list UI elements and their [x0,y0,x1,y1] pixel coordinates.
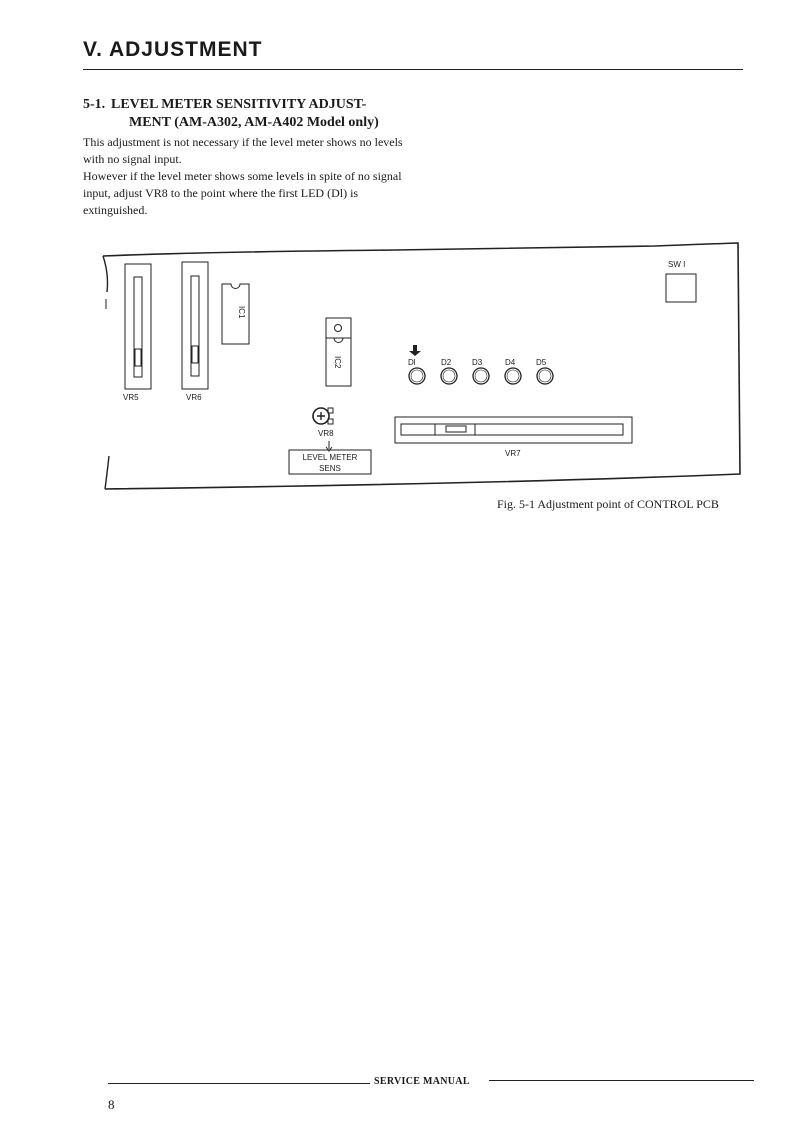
sw1-switch [666,274,696,302]
led-d5 [537,368,553,384]
vr8-label: VR8 [318,429,334,438]
led-d3 [473,368,489,384]
vr5-slider [125,264,151,389]
led-label-d3: D3 [472,358,483,367]
led-row [408,358,553,384]
vr6-label: VR6 [186,393,202,402]
figure-caption: Fig. 5-1 Adjustment point of CONTROL PCB [497,497,719,511]
led-label-d1: Dl [408,358,416,367]
section-heading [83,96,413,132]
paragraph-2: However if the level meter shows some levels in spite of no signal input, adjust VR8 to the point where the first LED (Dl) is extinguished. [83,169,402,217]
chapter-rule [83,69,743,70]
footer-label: SERVICE MANUAL [374,1076,470,1087]
vr7-slider [395,417,632,443]
footer-rule-left [108,1083,370,1084]
ic2-chip [326,318,351,386]
chapter-title: V. ADJUSTMENT [83,38,263,61]
level-meter-sens-label-line1: LEVEL METER [302,453,358,462]
section-heading-line1: LEVEL METER SENSITIVITY ADJUST- [111,97,367,112]
sw1-label: SW I [668,260,686,269]
control-pcb-figure [95,234,755,504]
pcb-diagram [95,234,755,504]
led-label-d2: D2 [441,358,452,367]
led-label-d5: D5 [536,358,547,367]
section-number: 5-1. [83,97,106,112]
vr5-label: VR5 [123,393,139,402]
led-d1 [409,368,425,384]
ic2-label: IC2 [333,356,342,369]
vr8-trimmer [313,408,333,424]
section-body [83,134,408,219]
vr6-slider [182,262,208,389]
led-d4 [505,368,521,384]
paragraph-1: This adjustment is not necessary if the level meter shows no levels with no signal input. [83,135,403,166]
footer-rule-right [489,1080,754,1081]
led-label-d4: D4 [505,358,516,367]
vr7-label: VR7 [505,449,521,458]
page-number: 8 [108,1097,115,1112]
d1-indicator-arrow-icon [409,345,421,356]
led-d2 [441,368,457,384]
section-heading-line2: MENT (AM-A302, AM-A402 Model only) [129,115,379,130]
level-meter-sens-label-line2: SENS [319,464,341,473]
ic1-label: IC1 [237,306,246,319]
